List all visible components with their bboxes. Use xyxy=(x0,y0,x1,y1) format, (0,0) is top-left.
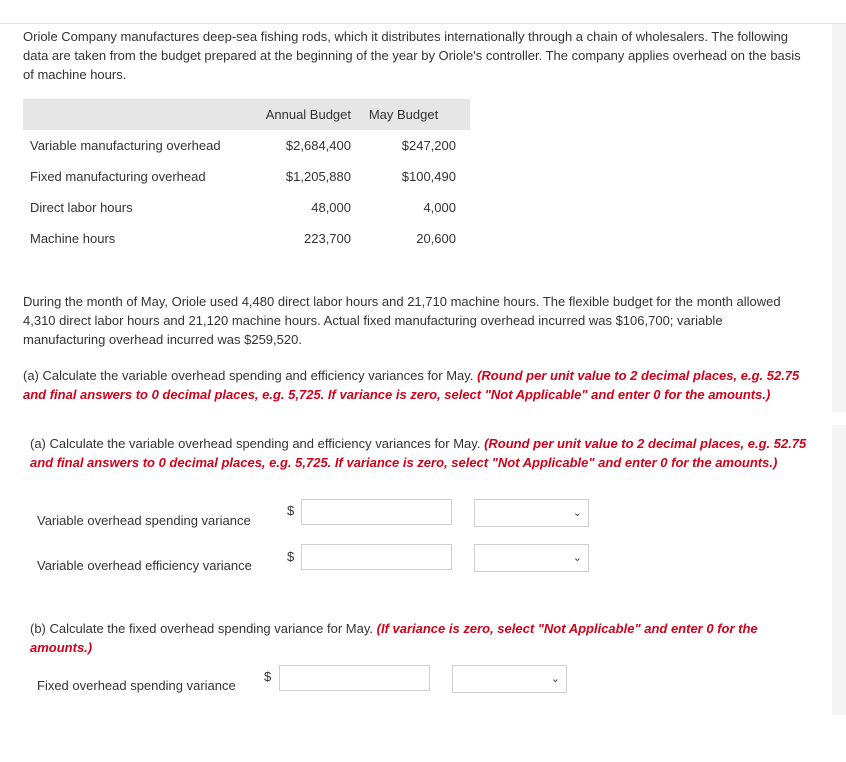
chevron-down-icon: ⌄ xyxy=(550,673,560,685)
table-header-blank xyxy=(23,99,239,130)
annual-value: $2,684,400 xyxy=(285,138,351,153)
annual-value: $1,205,880 xyxy=(285,169,351,184)
var-spending-amount-input[interactable] xyxy=(301,499,452,525)
table-row xyxy=(23,161,470,192)
table-header-annual: Annual Budget xyxy=(239,99,351,130)
annual-value: 223,700 xyxy=(304,231,351,246)
question-a-instruction: (Round per unit value to 2 decimal places, e.g. 52.75 and final answers to 0 decimal places, e.g. 5,725. If variance is zero, select "Not Applicable" and enter 0 for the amounts.) xyxy=(23,368,800,402)
problem-intro: Oriole Company manufactures deep-sea fishing rods, which it distributes internationally through a chain of wholesalers. The following data are taken from the budget prepared at the beginning of the year by Oriole's controller. The company applies overhead on the basis of machine hours. xyxy=(23,29,801,82)
table-row xyxy=(23,223,470,254)
part-a-instruction: (Round per unit value to 2 decimal places, e.g. 52.75 and final answers to 0 decimal places, e.g. 5,725. If variance is zero, select "Not Applicable" and enter 0 for the amounts.) xyxy=(30,436,807,470)
row-label: Fixed manufacturing overhead xyxy=(30,169,206,184)
table-header-row xyxy=(23,99,470,130)
part-a-text: (a) Calculate the variable overhead spending and efficiency variances for May. xyxy=(30,436,485,451)
may-value: $100,490 xyxy=(401,169,456,184)
var-efficiency-amount-input[interactable] xyxy=(301,544,452,570)
fixed-spending-label: Fixed overhead spending variance xyxy=(37,678,236,693)
scroll-gutter xyxy=(832,24,846,412)
part-b-instruction: (If variance is zero, select "Not Applicable" and enter 0 for the amounts.) xyxy=(30,621,758,655)
scroll-gutter xyxy=(832,425,846,715)
var-spending-label: Variable overhead spending variance xyxy=(37,513,251,528)
may-value: 20,600 xyxy=(416,231,456,246)
part-b-text: (b) Calculate the fixed overhead spending variance for May. xyxy=(30,621,377,636)
dollar-sign: $ xyxy=(264,669,272,684)
fixed-spending-amount-input[interactable] xyxy=(279,665,430,691)
answer-panel xyxy=(16,425,832,712)
budget-table xyxy=(23,99,470,254)
problem-details: During the month of May, Oriole used 4,480 direct labor hours and 21,710 machine hours. The flexible budget for the month allowed 4,310 direct labor hours and 21,120 machine hours. Actual fixed manufacturing overhead incurred was $106,700; variable manufacturing overhead incurred was $259,520. xyxy=(23,294,781,347)
fixed-spending-type-select[interactable] xyxy=(452,665,567,693)
var-efficiency-type-select[interactable] xyxy=(474,544,589,572)
may-value: $247,200 xyxy=(401,138,456,153)
row-label: Variable manufacturing overhead xyxy=(30,138,221,153)
dollar-sign: $ xyxy=(287,549,295,564)
chevron-down-icon: ⌄ xyxy=(572,507,582,519)
part-b-heading xyxy=(30,619,820,657)
part-a-heading xyxy=(30,434,820,472)
row-label: Direct labor hours xyxy=(30,200,133,215)
row-label: Machine hours xyxy=(30,231,116,246)
top-divider xyxy=(0,23,846,24)
dollar-sign: $ xyxy=(287,503,295,518)
question-a-text: (a) Calculate the variable overhead spending and efficiency variances for May. xyxy=(23,368,478,383)
may-value: 4,000 xyxy=(423,200,456,215)
var-spending-type-select[interactable] xyxy=(474,499,589,527)
question-a-prompt xyxy=(23,366,803,404)
chevron-down-icon: ⌄ xyxy=(572,552,582,564)
table-row xyxy=(23,192,470,223)
table-row xyxy=(23,130,470,161)
var-efficiency-label: Variable overhead efficiency variance xyxy=(37,558,252,573)
table-header-may: May Budget xyxy=(351,99,470,130)
annual-value: 48,000 xyxy=(311,200,351,215)
